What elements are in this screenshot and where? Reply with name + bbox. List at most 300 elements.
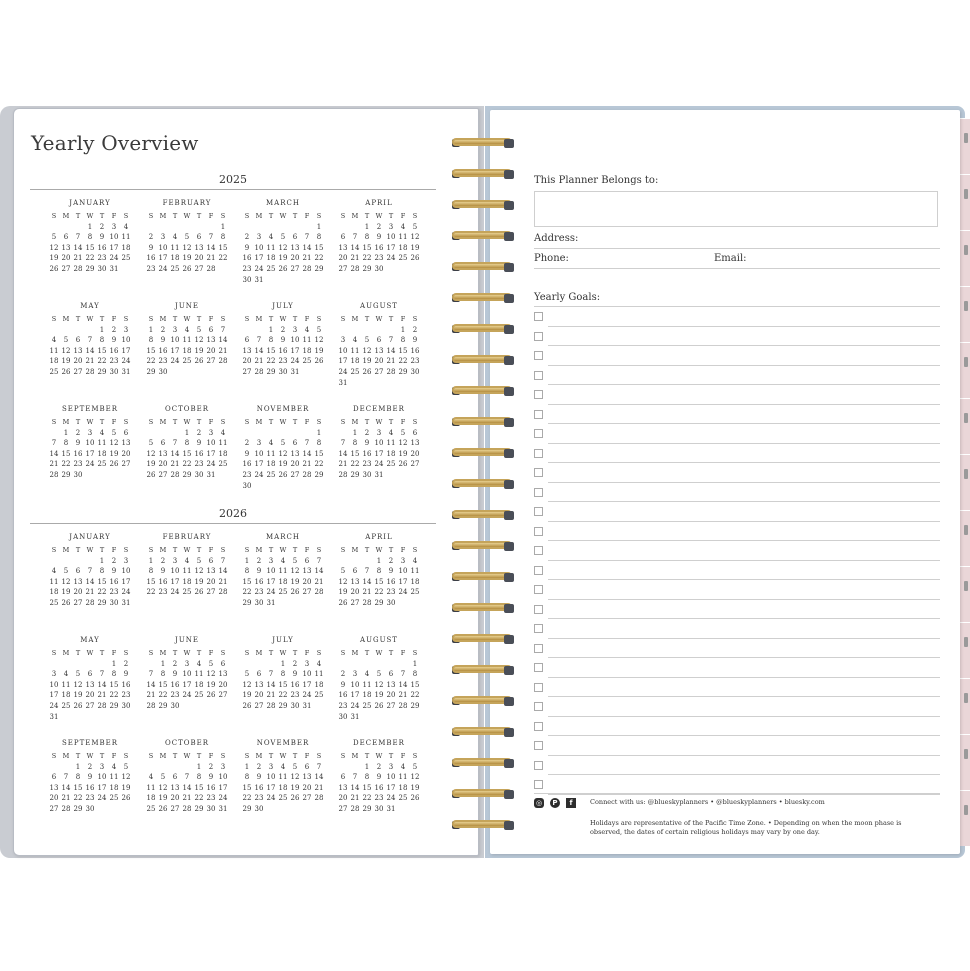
day-number: 12 [158,783,168,792]
day-header: T [99,649,105,657]
day-number: 14 [254,346,264,355]
empty-cell [60,325,72,336]
day-number: 10 [182,670,192,679]
goal-checkbox[interactable] [534,605,543,614]
day-number: 11 [314,670,324,679]
year-2025-header [30,173,436,190]
day-number: 4 [184,325,190,334]
day-number: 6 [63,233,69,242]
day-header: S [412,546,418,554]
empty-cell [385,659,397,670]
month-calendar [145,738,229,815]
day-number: 23 [410,357,420,366]
day-number: 28 [314,794,324,803]
goal-row[interactable] [534,561,940,581]
day-number: 19 [49,254,59,263]
day-number: 16 [146,254,156,263]
day-header: W [375,546,383,554]
ring-wire [452,510,512,518]
day-number: 16 [121,680,131,689]
day-number: 20 [350,588,360,597]
day-number: 5 [244,670,250,679]
day-number: 22 [242,794,252,803]
day-number: 26 [278,470,288,479]
day-header: T [292,546,298,554]
day-number: 27 [218,691,228,700]
goal-row[interactable] [534,307,940,327]
goal-checkbox[interactable] [534,429,543,438]
day-number: 23 [254,588,264,597]
day-number: 5 [340,567,346,576]
owner-name-field[interactable] [534,191,938,227]
day-header: M [159,418,167,426]
goal-row[interactable] [534,444,940,464]
day-header: W [183,418,191,426]
day-header: F [111,212,117,220]
goal-row[interactable] [534,600,940,620]
day-number: 10 [350,680,360,689]
day-number: 18 [170,254,180,263]
spiral-ring [452,445,518,461]
day-header: M [62,546,70,554]
empty-cell [72,325,84,336]
tab-mark [964,581,968,591]
month-day-grid [241,417,325,491]
day-number: 23 [386,588,396,597]
goal-checkbox[interactable] [534,488,543,497]
day-number: 21 [218,577,228,586]
goal-row[interactable] [534,424,940,444]
day-number: 17 [97,783,107,792]
day-number: 29 [374,598,384,607]
day-header: M [351,649,359,657]
day-number: 23 [362,460,372,469]
day-header: W [279,752,287,760]
day-number: 1 [148,325,154,334]
month-day-grid [337,314,421,388]
day-header: S [340,212,346,220]
spiral-ring [452,414,518,430]
goal-checkbox[interactable] [534,644,543,653]
day-number: 28 [85,598,95,607]
day-number: 29 [73,804,83,813]
goal-row[interactable] [534,405,940,425]
day-header: F [304,212,310,220]
day-number: 26 [121,794,131,803]
day-header: T [99,418,105,426]
spiral-ring [452,631,518,647]
day-header: F [304,649,310,657]
goal-row[interactable] [534,483,940,503]
holidays-note-line1: Holidays are representative of the Pacific Time Zone. • Depending on when the moon phase is [590,819,902,827]
month-day-grid [145,211,229,275]
day-number: 31 [254,275,264,284]
goal-checkbox[interactable] [534,332,543,341]
day-header: W [183,649,191,657]
day-header: T [99,212,105,220]
day-number: 19 [61,357,71,366]
day-number: 11 [49,577,59,586]
day-header: M [159,752,167,760]
day-number: 11 [97,439,107,448]
day-header: W [86,546,94,554]
day-number: 28 [362,598,372,607]
day-number: 16 [242,254,252,263]
day-number: 7 [99,670,105,679]
month-calendar [48,198,132,275]
empty-cell [361,556,373,567]
goal-row[interactable] [534,502,940,522]
goal-row[interactable] [534,736,940,756]
day-number: 5 [364,336,370,345]
day-number: 31 [374,470,384,479]
day-header: F [111,315,117,323]
address-label: Address: [534,233,579,244]
day-number: 26 [61,598,71,607]
day-header: M [255,752,263,760]
day-number: 9 [160,567,166,576]
day-number: 7 [352,233,358,242]
day-header: T [99,546,105,554]
day-number: 13 [206,336,216,345]
day-header: T [364,315,370,323]
day-number: 9 [340,680,346,689]
day-number: 3 [160,233,166,242]
day-number: 26 [278,264,288,273]
ring-hole [504,728,514,737]
day-number: 14 [218,567,228,576]
ring-hole [504,201,514,210]
month-name: MAY [80,302,100,310]
day-number: 14 [362,577,372,586]
ring-hole [504,666,514,675]
day-number: 26 [374,701,384,710]
day-number: 20 [338,254,348,263]
tab-mark [964,301,968,311]
day-number: 21 [85,588,95,597]
goal-row[interactable] [534,639,940,659]
goal-checkbox[interactable] [534,468,543,477]
day-number: 4 [352,336,358,345]
goal-checkbox[interactable] [534,312,543,321]
day-number: 19 [121,783,131,792]
day-number: 4 [111,762,117,771]
spiral-ring [452,569,518,585]
day-number: 7 [220,325,226,334]
day-header: S [148,546,154,554]
day-number: 3 [388,762,394,771]
day-header: W [375,212,383,220]
goal-row[interactable] [534,522,940,542]
day-number: 14 [338,449,348,458]
month-day-grid [337,211,421,275]
day-number: 6 [196,233,202,242]
day-number: 27 [85,701,95,710]
goal-row[interactable] [534,717,940,737]
day-number: 28 [314,588,324,597]
ring-wire [452,324,512,332]
day-number: 1 [268,325,274,334]
day-number: 2 [208,762,214,771]
goal-checkbox[interactable] [534,527,543,536]
empty-cell [72,222,84,233]
day-number: 2 [256,556,262,565]
tab-mark [964,693,968,703]
empty-cell [253,222,265,233]
day-header: T [292,212,298,220]
month-name: OCTOBER [164,405,210,413]
day-number: 10 [97,773,107,782]
day-number: 10 [49,680,59,689]
goal-row[interactable] [534,327,940,347]
day-number: 13 [73,577,83,586]
ring-hole [504,511,514,520]
day-number: 8 [412,670,418,679]
day-header: T [172,315,178,323]
day-number: 6 [352,567,358,576]
day-number: 2 [148,233,154,242]
ring-wire [452,634,512,642]
empty-cell [169,222,181,233]
goal-checkbox[interactable] [534,761,543,770]
day-number: 11 [218,439,228,448]
day-number: 26 [314,357,324,366]
day-header: S [316,546,322,554]
day-number: 25 [386,460,396,469]
goal-row[interactable] [534,756,940,776]
goal-checkbox[interactable] [534,780,543,789]
day-header: T [75,418,81,426]
month-name: DECEMBER [353,405,405,413]
day-header: F [400,418,406,426]
day-number: 16 [97,243,107,252]
goal-row[interactable] [534,366,940,386]
day-number: 25 [278,588,288,597]
divider [30,189,436,190]
ring-hole [504,263,514,272]
day-number: 23 [242,264,252,273]
day-number: 19 [146,460,156,469]
goal-checkbox[interactable] [534,566,543,575]
goal-checkbox[interactable] [534,371,543,380]
ring-wire [452,572,512,580]
ring-wire [452,820,512,828]
day-number: 16 [374,243,384,252]
day-number: 21 [170,460,180,469]
goal-checkbox[interactable] [534,722,543,731]
empty-cell [253,428,265,439]
goal-row[interactable] [534,658,940,678]
day-number: 13 [61,243,71,252]
day-number: 15 [374,577,384,586]
ring-wire [452,417,512,425]
day-number: 8 [400,336,406,345]
day-number: 9 [244,243,250,252]
empty-cell [277,428,289,439]
day-number: 23 [97,254,107,263]
day-number: 22 [362,794,372,803]
day-header: W [183,212,191,220]
day-number: 22 [97,357,107,366]
goal-row[interactable] [534,346,940,366]
day-number: 13 [242,346,252,355]
day-number: 25 [398,254,408,263]
day-header: S [51,649,57,657]
spiral-ring [452,538,518,554]
day-header: S [123,649,129,657]
goal-row[interactable] [534,678,940,698]
day-number: 8 [148,336,154,345]
goal-checkbox[interactable] [534,624,543,633]
day-header: S [340,418,346,426]
day-number: 3 [123,325,129,334]
day-number: 21 [182,794,192,803]
day-number: 15 [350,449,360,458]
empty-cell [48,762,60,773]
day-number: 6 [256,670,262,679]
day-header: T [388,546,394,554]
day-number: 27 [290,470,300,479]
goal-checkbox[interactable] [534,449,543,458]
day-number: 3 [400,556,406,565]
month-calendar [337,198,421,275]
day-header: M [159,212,167,220]
year-label: 2026 [219,507,247,520]
day-number: 20 [254,691,264,700]
day-number: 27 [61,264,71,273]
month-calendar [48,532,132,609]
day-number: 15 [266,346,276,355]
day-number: 10 [266,773,276,782]
day-number: 5 [184,233,190,242]
day-number: 21 [350,794,360,803]
day-number: 30 [194,470,204,479]
goal-checkbox[interactable] [534,546,543,555]
day-number: 12 [314,336,324,345]
empty-cell [349,556,361,567]
day-number: 1 [196,762,202,771]
day-number: 12 [290,773,300,782]
day-number: 4 [51,336,57,345]
goal-row[interactable] [534,619,940,639]
goal-row[interactable] [534,385,940,405]
day-number: 21 [266,691,276,700]
day-number: 10 [170,336,180,345]
goal-checkbox[interactable] [534,351,543,360]
day-number: 6 [208,556,214,565]
goal-row[interactable] [534,580,940,600]
ring-hole [504,480,514,489]
goal-checkbox[interactable] [534,390,543,399]
day-number: 3 [87,428,93,437]
day-number: 23 [158,588,168,597]
goal-checkbox[interactable] [534,663,543,672]
day-number: 15 [73,783,83,792]
day-number: 21 [49,460,59,469]
goal-row[interactable] [534,775,940,795]
goal-checkbox[interactable] [534,683,543,692]
month-day-grid [241,751,325,815]
empty-cell [253,325,265,336]
day-number: 5 [280,233,286,242]
day-header: F [304,752,310,760]
goal-checkbox[interactable] [534,741,543,750]
day-number: 22 [146,357,156,366]
day-number: 27 [338,804,348,813]
day-number: 7 [388,336,394,345]
day-number: 10 [338,346,348,355]
day-number: 3 [172,325,178,334]
day-header: W [375,649,383,657]
empty-cell [60,659,72,670]
goal-checkbox[interactable] [534,702,543,711]
ring-hole [504,449,514,458]
day-number: 13 [206,567,216,576]
day-number: 9 [111,567,117,576]
address-line[interactable] [534,248,940,249]
day-number: 4 [316,659,322,668]
day-number: 26 [362,367,372,376]
goal-checkbox[interactable] [534,585,543,594]
day-number: 28 [302,264,312,273]
goal-row[interactable] [534,697,940,717]
empty-cell [157,222,169,233]
day-number: 25 [146,804,156,813]
day-number: 16 [109,346,119,355]
contact-line[interactable] [534,268,940,269]
spiral-ring [452,476,518,492]
day-number: 26 [182,264,192,273]
day-number: 27 [242,367,252,376]
day-number: 28 [146,701,156,710]
day-number: 5 [316,325,322,334]
day-number: 22 [146,588,156,597]
month-name: JUNE [175,636,199,644]
day-number: 31 [121,367,131,376]
day-header: S [220,649,226,657]
month-calendar [48,301,132,378]
facebook-icon: f [566,798,576,808]
day-number: 11 [278,567,288,576]
day-header: S [316,649,322,657]
day-number: 29 [350,470,360,479]
day-number: 9 [87,773,93,782]
goal-row[interactable] [534,463,940,483]
empty-cell [181,222,193,233]
day-number: 5 [412,762,418,771]
day-header: M [62,649,70,657]
day-number: 15 [362,783,372,792]
day-header: T [172,649,178,657]
day-number: 8 [111,670,117,679]
day-header: W [183,752,191,760]
day-number: 29 [97,598,107,607]
empty-cell [397,659,409,670]
day-number: 15 [410,680,420,689]
goal-checkbox[interactable] [534,507,543,516]
empty-cell [253,659,265,670]
goal-row[interactable] [534,541,940,561]
day-number: 26 [242,701,252,710]
day-number: 3 [208,428,214,437]
goal-checkbox[interactable] [534,410,543,419]
day-number: 16 [85,783,95,792]
day-header: S [123,315,129,323]
day-number: 29 [278,701,288,710]
empty-cell [145,659,157,670]
day-number: 18 [121,243,131,252]
day-number: 21 [73,254,83,263]
